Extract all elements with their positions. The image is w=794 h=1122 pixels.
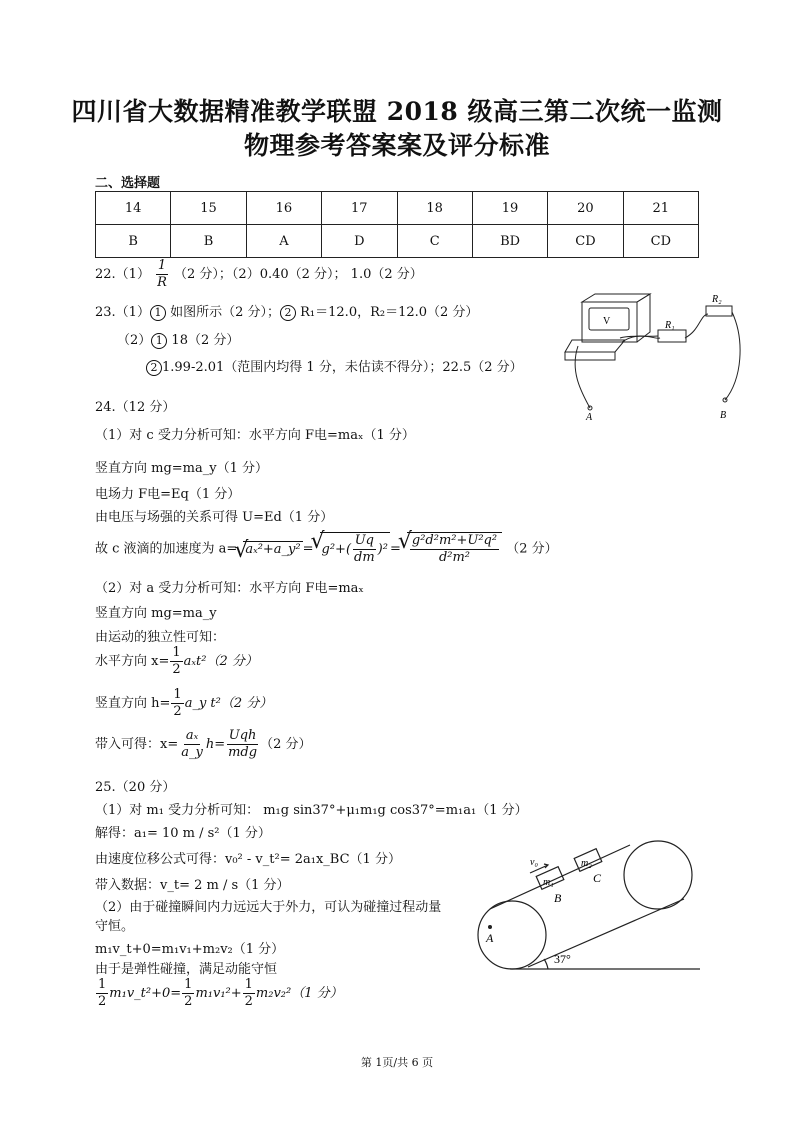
resistor-r2	[706, 306, 732, 316]
m1-label: m₁	[543, 877, 554, 888]
q25-heading: 25.（20 分）	[95, 780, 176, 795]
circled-number: 1	[150, 305, 166, 321]
text: =	[302, 541, 314, 557]
text: m₁v_t²+0=	[109, 986, 182, 1001]
sqrt-term	[320, 532, 390, 566]
q22-prefix: 22.（1）	[95, 267, 150, 282]
q23-prefix: （2）	[117, 333, 152, 348]
belt-bottom	[528, 899, 684, 967]
v0-label: v₀	[530, 857, 538, 868]
text: 带入可得：x=	[95, 737, 179, 752]
q23-text: 1.99-2.01（范围内均得 1 分，未估读不得分）；22.5（2 分）	[162, 360, 523, 375]
numerator: 1	[172, 645, 181, 660]
page-number: 第 1页/共 6 页	[360, 1056, 434, 1069]
q24-heading: 24.（12 分）	[95, 400, 176, 415]
q25-energy-line	[95, 977, 343, 1010]
table-cell: D	[322, 225, 397, 258]
sqrt-term: √ aₓ²+a_y²	[243, 541, 302, 557]
section-label: 二、选择题	[95, 176, 161, 191]
q24-line	[95, 687, 272, 720]
denominator: 2	[173, 704, 182, 719]
r2-label: R₂	[712, 294, 722, 305]
table-cell: 21	[623, 192, 698, 225]
q24-line: （1）对 c 受力分析可知：水平方向 F电=maₓ（1 分）	[95, 428, 415, 443]
resistor-r1	[658, 330, 686, 342]
q24-line: 竖直方向 mg=ma_y	[95, 606, 217, 621]
numerator: 1	[157, 258, 167, 273]
fraction	[179, 728, 205, 761]
point-a-label: A	[486, 931, 494, 945]
denominator: 2	[244, 994, 253, 1009]
fraction	[352, 533, 377, 566]
q23-text: 18（2 分）	[171, 333, 240, 348]
numerator: aₓ	[185, 728, 199, 743]
q25-line: m₁v_t+0=m₁v₁+m₂v₂（1 分）	[95, 942, 285, 957]
table-cell: 18	[397, 192, 472, 225]
text: aₓt²（2 分）	[183, 654, 258, 669]
q25-line: （2）由于碰撞瞬间内力远远大于外力，可认为碰撞过程动量	[95, 900, 442, 915]
text: （2 分）	[506, 541, 558, 557]
circled-number: 1	[151, 333, 167, 349]
table-cell: BD	[472, 225, 547, 258]
q23-text: R₁＝12.0，R₂＝12.0（2 分）	[300, 305, 479, 320]
q24-line: 由电压与场强的关系可得 U=Ed（1 分）	[95, 510, 334, 525]
text: m₂v₂²（1 分）	[255, 986, 343, 1001]
text: m₁v₁²+	[195, 986, 242, 1001]
q22-rest: （2 分）；（2）0.40（2 分）； 1.0（2 分）	[174, 267, 423, 282]
text: 故 c 液滴的加速度为 a=	[95, 541, 238, 557]
q24-line: （2）对 a 受力分析可知：水平方向 F电=maₓ	[95, 581, 364, 596]
q25-line: 由于是弹性碰撞，满足动能守恒	[95, 962, 278, 977]
table-cell: C	[397, 225, 472, 258]
fraction	[226, 728, 259, 761]
m2-label: m₂	[581, 858, 592, 869]
q24-line	[95, 645, 258, 678]
numerator: 1	[98, 977, 107, 992]
conveyor-diagram	[470, 835, 705, 980]
angle-label: 37°	[554, 952, 571, 966]
point-b-label: B	[554, 891, 562, 905]
q23-line1	[95, 301, 478, 321]
numerator: 1	[244, 977, 253, 992]
fraction	[155, 258, 169, 291]
table-cell: 15	[171, 192, 246, 225]
table-cell: CD	[548, 225, 623, 258]
text: 竖直方向 h=	[95, 696, 171, 711]
fraction	[170, 645, 182, 678]
text: 水平方向 x=	[95, 654, 170, 669]
circuit-diagram	[560, 290, 750, 425]
text: =	[389, 541, 401, 557]
numerator: √ g²d²m²+U²q²	[411, 533, 498, 548]
denominator: 2	[184, 994, 193, 1009]
denominator: R	[157, 275, 167, 290]
numerator: 1	[173, 687, 182, 702]
q23-prefix: 23.（1）	[95, 305, 150, 320]
q24-line: 电场力 F电=Eq（1 分）	[95, 487, 241, 502]
document-subtitle: 物理参考答案案及评分标准	[243, 131, 550, 160]
table-cell: 17	[322, 192, 397, 225]
q25-line: 守恒。	[95, 919, 135, 934]
q25-line: （1）对 m₁ 受力分析可知： m₁g sin37°+μ₁m₁g cos37°=m₁a₁（1 分）	[95, 803, 528, 818]
fraction	[96, 977, 108, 1010]
text: a_y t²（2 分）	[184, 696, 273, 711]
text: h=	[205, 737, 226, 752]
circled-number: 2	[146, 360, 162, 376]
point-c-label: C	[593, 871, 602, 885]
q23-line2	[117, 329, 239, 349]
table-cell: 19	[472, 192, 547, 225]
document-title: 四川省大数据精准教学联盟 2018 级高三第二次统一监测	[71, 97, 723, 126]
numerator: Uq	[354, 533, 374, 548]
q24-acceleration-line	[95, 532, 558, 566]
text: )²	[377, 542, 388, 557]
terminal-b-label: B	[720, 410, 727, 421]
text: （2 分）	[260, 737, 312, 752]
voltmeter-label: V	[603, 316, 611, 327]
numerator: Uqh	[228, 728, 257, 743]
q22-line	[95, 258, 423, 291]
q25-line: 带入数据：v_t= 2 m / s（1 分）	[95, 878, 290, 893]
q24-line	[95, 728, 312, 761]
denominator: 2	[98, 994, 107, 1009]
table-row-numbers	[96, 192, 699, 225]
fraction	[410, 533, 499, 566]
text: g²+(	[321, 542, 352, 557]
fraction	[182, 977, 194, 1010]
denominator: d²m²	[438, 550, 471, 565]
upper-pulley	[624, 841, 692, 909]
denominator: a_y	[181, 745, 203, 760]
table-cell: 20	[548, 192, 623, 225]
q23-text: 如图所示（2 分）；	[170, 305, 280, 320]
sqrt-term	[407, 532, 502, 566]
q23-line3	[146, 356, 523, 376]
table-cell: 14	[96, 192, 171, 225]
table-cell: B	[96, 225, 171, 258]
circled-number: 2	[280, 305, 296, 321]
table-cell: 16	[246, 192, 321, 225]
q25-line: 解得：a₁= 10 m / s²（1 分）	[95, 826, 271, 841]
table-cell: A	[246, 225, 321, 258]
q25-line: 由速度位移公式可得：v₀² - v_t²= 2a₁x_BC（1 分）	[95, 852, 401, 867]
q24-line: 竖直方向 mg=ma_y（1 分）	[95, 461, 268, 476]
r1-label: R₁	[665, 320, 675, 331]
table-cell: B	[171, 225, 246, 258]
numerator: 1	[184, 977, 193, 992]
table-cell: CD	[623, 225, 698, 258]
fraction	[243, 977, 255, 1010]
table-row-answers	[96, 225, 699, 258]
denominator: dm	[354, 550, 375, 565]
terminal-a-label: A	[586, 412, 593, 423]
q24-line: 由运动的独立性可知：	[95, 630, 226, 645]
denominator: 2	[172, 662, 181, 677]
answer-table	[95, 191, 699, 258]
denominator: mdg	[228, 745, 258, 760]
fraction	[171, 687, 183, 720]
